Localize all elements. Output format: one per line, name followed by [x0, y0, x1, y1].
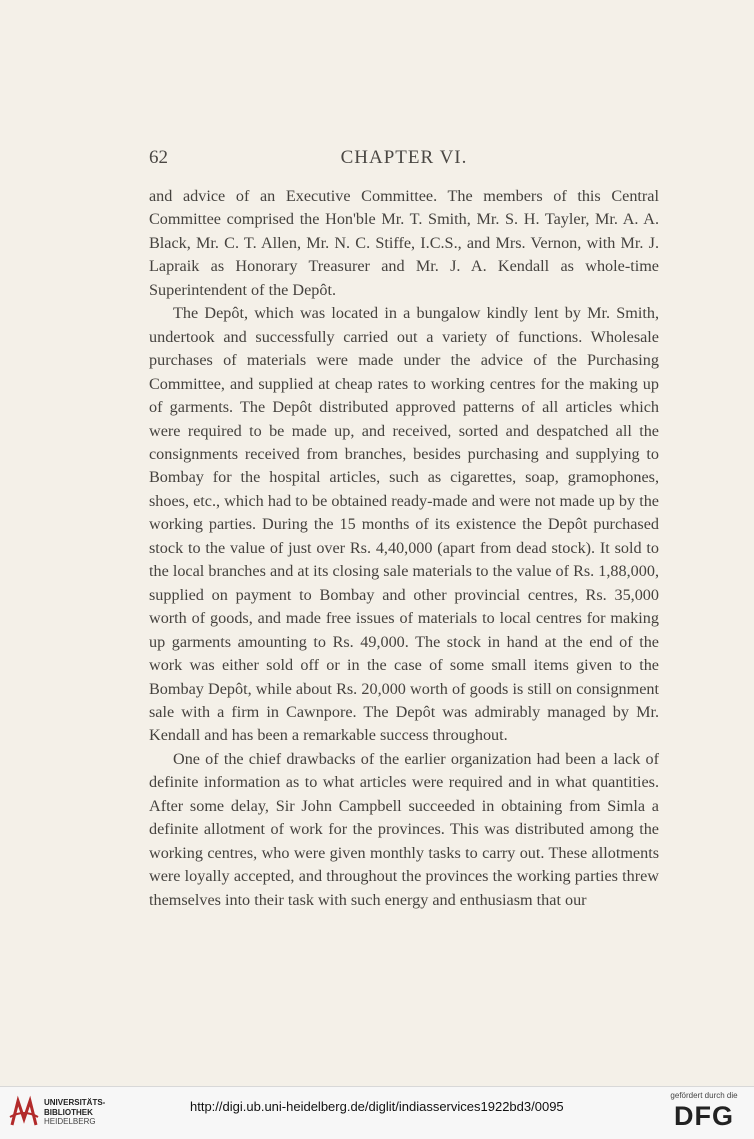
paragraph: One of the chief drawbacks of the earlier organization had been a lack of definite information as to what articles were required and in what quantities. After some delay, Sir John Campbell succeeded in obtaining from Simla a definite allotment of work for the provinces. This was distributed among the working centres, who were given monthly tasks to carry out. These allotments were loyally accepted, and throughout the provinces the working parties threw themselves into their task with such energy and enthusiasm that our [149, 749, 659, 909]
library-name-line: HEIDELBERG [44, 1117, 96, 1126]
page-number: 62 [149, 147, 168, 168]
chapter-title: CHAPTER VI. [340, 147, 468, 168]
paragraph: and advice of an Executive Committee. The members of this Central Committee comprised the Hon'ble Mr. T. Smith, Mr. S. H. Tayler, Mr. A. A. Black, Mr. C. T. Allen, Mr. N. C. Stiffe, I.C.S., and Mrs. Vernon, with Mr. J. Lapraik as Honorary Treasurer and Mr. J. A. Kendall as whole-time Superintendent of the Depôt. [149, 187, 659, 299]
library-logo-icon [6, 1095, 42, 1131]
running-head [149, 147, 659, 171]
library-name-line: UNIVERSITÄTS- [44, 1098, 106, 1107]
permalink-url[interactable]: http://digi.ub.uni-heidelberg.de/diglit/indiasservices1922bd3/0095 [190, 1099, 564, 1114]
footer-bar [0, 1086, 754, 1139]
sponsor [664, 1091, 744, 1130]
library-name-line: BIBLIOTHEK [44, 1107, 93, 1117]
dfg-logo-icon: DFG [674, 1101, 734, 1131]
body-text [149, 185, 659, 912]
library-name [44, 1098, 105, 1127]
paragraph: The Depôt, which was located in a bungalow kindly lent by Mr. Smith, undertook and successfully carried out a variety of functions. Wholesale purchases of materials were made under the advice of the Purchasing Committee, and supplied at cheap rates to working centres for the making up of garments. The Depôt distributed approved patterns of all articles which were required to be made up, and received, sorted and despatched all the consignments received from branches, besides purchasing and supplying to Bombay for the hospital articles, such as cigarettes, soap, gramophones, shoes, etc., which had to be obtained ready-made and were not made up by the working parties. During the 15 months of its existence the Depôt purchased stock to the value of just over Rs. 4,40,000 (apart from dead stock). It sold to the local branches and at its closing sale materials to the value of Rs. 1,88,000, supplied on payment to Bombay and other provincial centres, Rs. 35,000 worth of goods, and made free issues of materials to local centres for making up garments amounting to Rs. 49,000. The stock in hand at the end of the work was either sold off or in the case of some small items given to the Bombay Depôt, while about Rs. 20,000 worth of goods is still on consignment sale with a firm in Cawnpore. The Depôt was admirably managed by Mr. Kendall and has been a remarkable success throughout. [149, 304, 659, 745]
sponsor-text: gefördert durch die [670, 1091, 738, 1100]
